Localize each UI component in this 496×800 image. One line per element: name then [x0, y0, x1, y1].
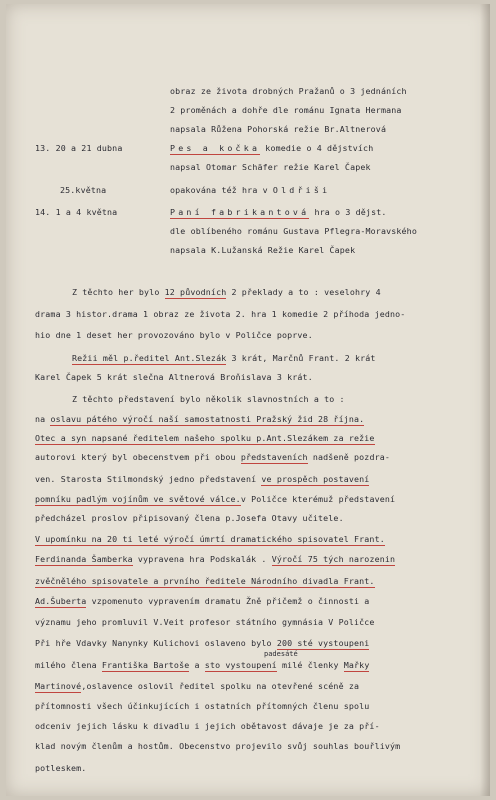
line: Otec a syn napsané ředitelem našeho spolku p.Ant.Slezákem za režie [35, 433, 375, 443]
line: Při hře Vdavky Nanynky Kulichovi oslaveno bylo 200 sté vystoupeni [35, 638, 370, 648]
date: 14. 1 a 4 května [35, 207, 118, 217]
play-title: Pes a kočka [170, 143, 261, 153]
line: opakována též hra v Oldřiši [170, 185, 331, 195]
play-title: Oldřiši [272, 185, 331, 195]
line: hio dne 1 deset her provozováno bylo v Poličce poprve. [35, 330, 313, 340]
line: předcházel proslov připisovaný člena p.Josefa Otavy učitele. [35, 513, 344, 523]
date: 13. 20 a 21 dubna [35, 143, 123, 153]
line: Paní fabrikantová hra o 3 dějst. [170, 207, 387, 217]
line: zvěčnělého spisovatele a prvního ředitele Národního divadla Frant. [35, 576, 375, 586]
line: na oslavu pátého výročí naší samostatnosti Pražský žid 28 října. [35, 414, 365, 424]
line: autorovi který byl obecenstvem při obou představeních nadšeně pozdra- [35, 452, 391, 462]
line: obraz ze života drobných Pražanů o 3 jednáních [170, 86, 407, 96]
line: potleskem. [35, 763, 87, 773]
line: Ferdinanda Šamberka vypravena hra Podskalák . Výročí 75 tých narozenin [35, 554, 396, 564]
page-edge-shadow [480, 4, 490, 796]
line: přítomnosti všech účinkujících i ostatních přítomných členu spolu [35, 701, 370, 711]
line: dle oblíbeného románu Gustava Pflegra-Moravského [170, 226, 417, 236]
line: Z těchto představení bylo několik slavnostních a to : [72, 394, 345, 404]
play-title: Paní fabrikantová [170, 207, 310, 217]
line: napsala K.Lužanská Režie Karel Čapek [170, 245, 356, 255]
line: milého člena Františka Bartoše a sto vystoupení milé členky Mařky [35, 660, 370, 670]
line: pomníku padlým vojínům ve světové válce.v Poličce kterémuž představení [35, 494, 396, 504]
document-page [6, 4, 490, 796]
line: odceniv jejich lásku k divadlu i jejich obětavost dávaje je za pří- [35, 721, 380, 731]
line: ven. Starosta Stilmondský jedno představení ve prospěch postavení [35, 474, 370, 484]
line: napsal Otomar Schäfer režie Karel Čapek [170, 162, 371, 172]
line: Režii měl p.ředitel Ant.Slezák 3 krát, Marčnů Frant. 2 krát [72, 353, 376, 363]
line: Z těchto her bylo 12 původních 2 překlady a to : veselohry 4 [72, 287, 381, 297]
line: významu jeho promluvil V.Veit profesor státního gymnásia V Poličce [35, 617, 375, 627]
line: V upomínku na 20 ti leté výročí úmrtí dramatického spisovatel Frant. [35, 534, 385, 544]
line: Martinové,oslavence oslovil ředitel spolku na otevřené scéně za [35, 681, 360, 691]
line: drama 3 histor.drama 1 obraz ze života 2. hra 1 komedie 2 příhoda jedno- [35, 309, 406, 319]
line: napsala Růžena Pohorská režie Br.Altnerová [170, 124, 387, 134]
handwritten-insertion: padesáté [264, 650, 298, 658]
line: Pes a kočka komedie o 4 dějstvích [170, 143, 374, 153]
line: klad novým členům a hostům. Obecenstvo projevilo svůj souhlas bouřlivým [35, 741, 401, 751]
line: Karel Čapek 5 krát slečna Altnerová Broňislava 3 krát. [35, 372, 313, 382]
date: 25.května [60, 185, 107, 195]
line: Ad.Šuberta vzpomenuto vypravením dramatu Žně přičemž o činnosti a [35, 596, 370, 606]
line: 2 proměnách a dohře dle románu Ignata Hermana [170, 105, 402, 115]
